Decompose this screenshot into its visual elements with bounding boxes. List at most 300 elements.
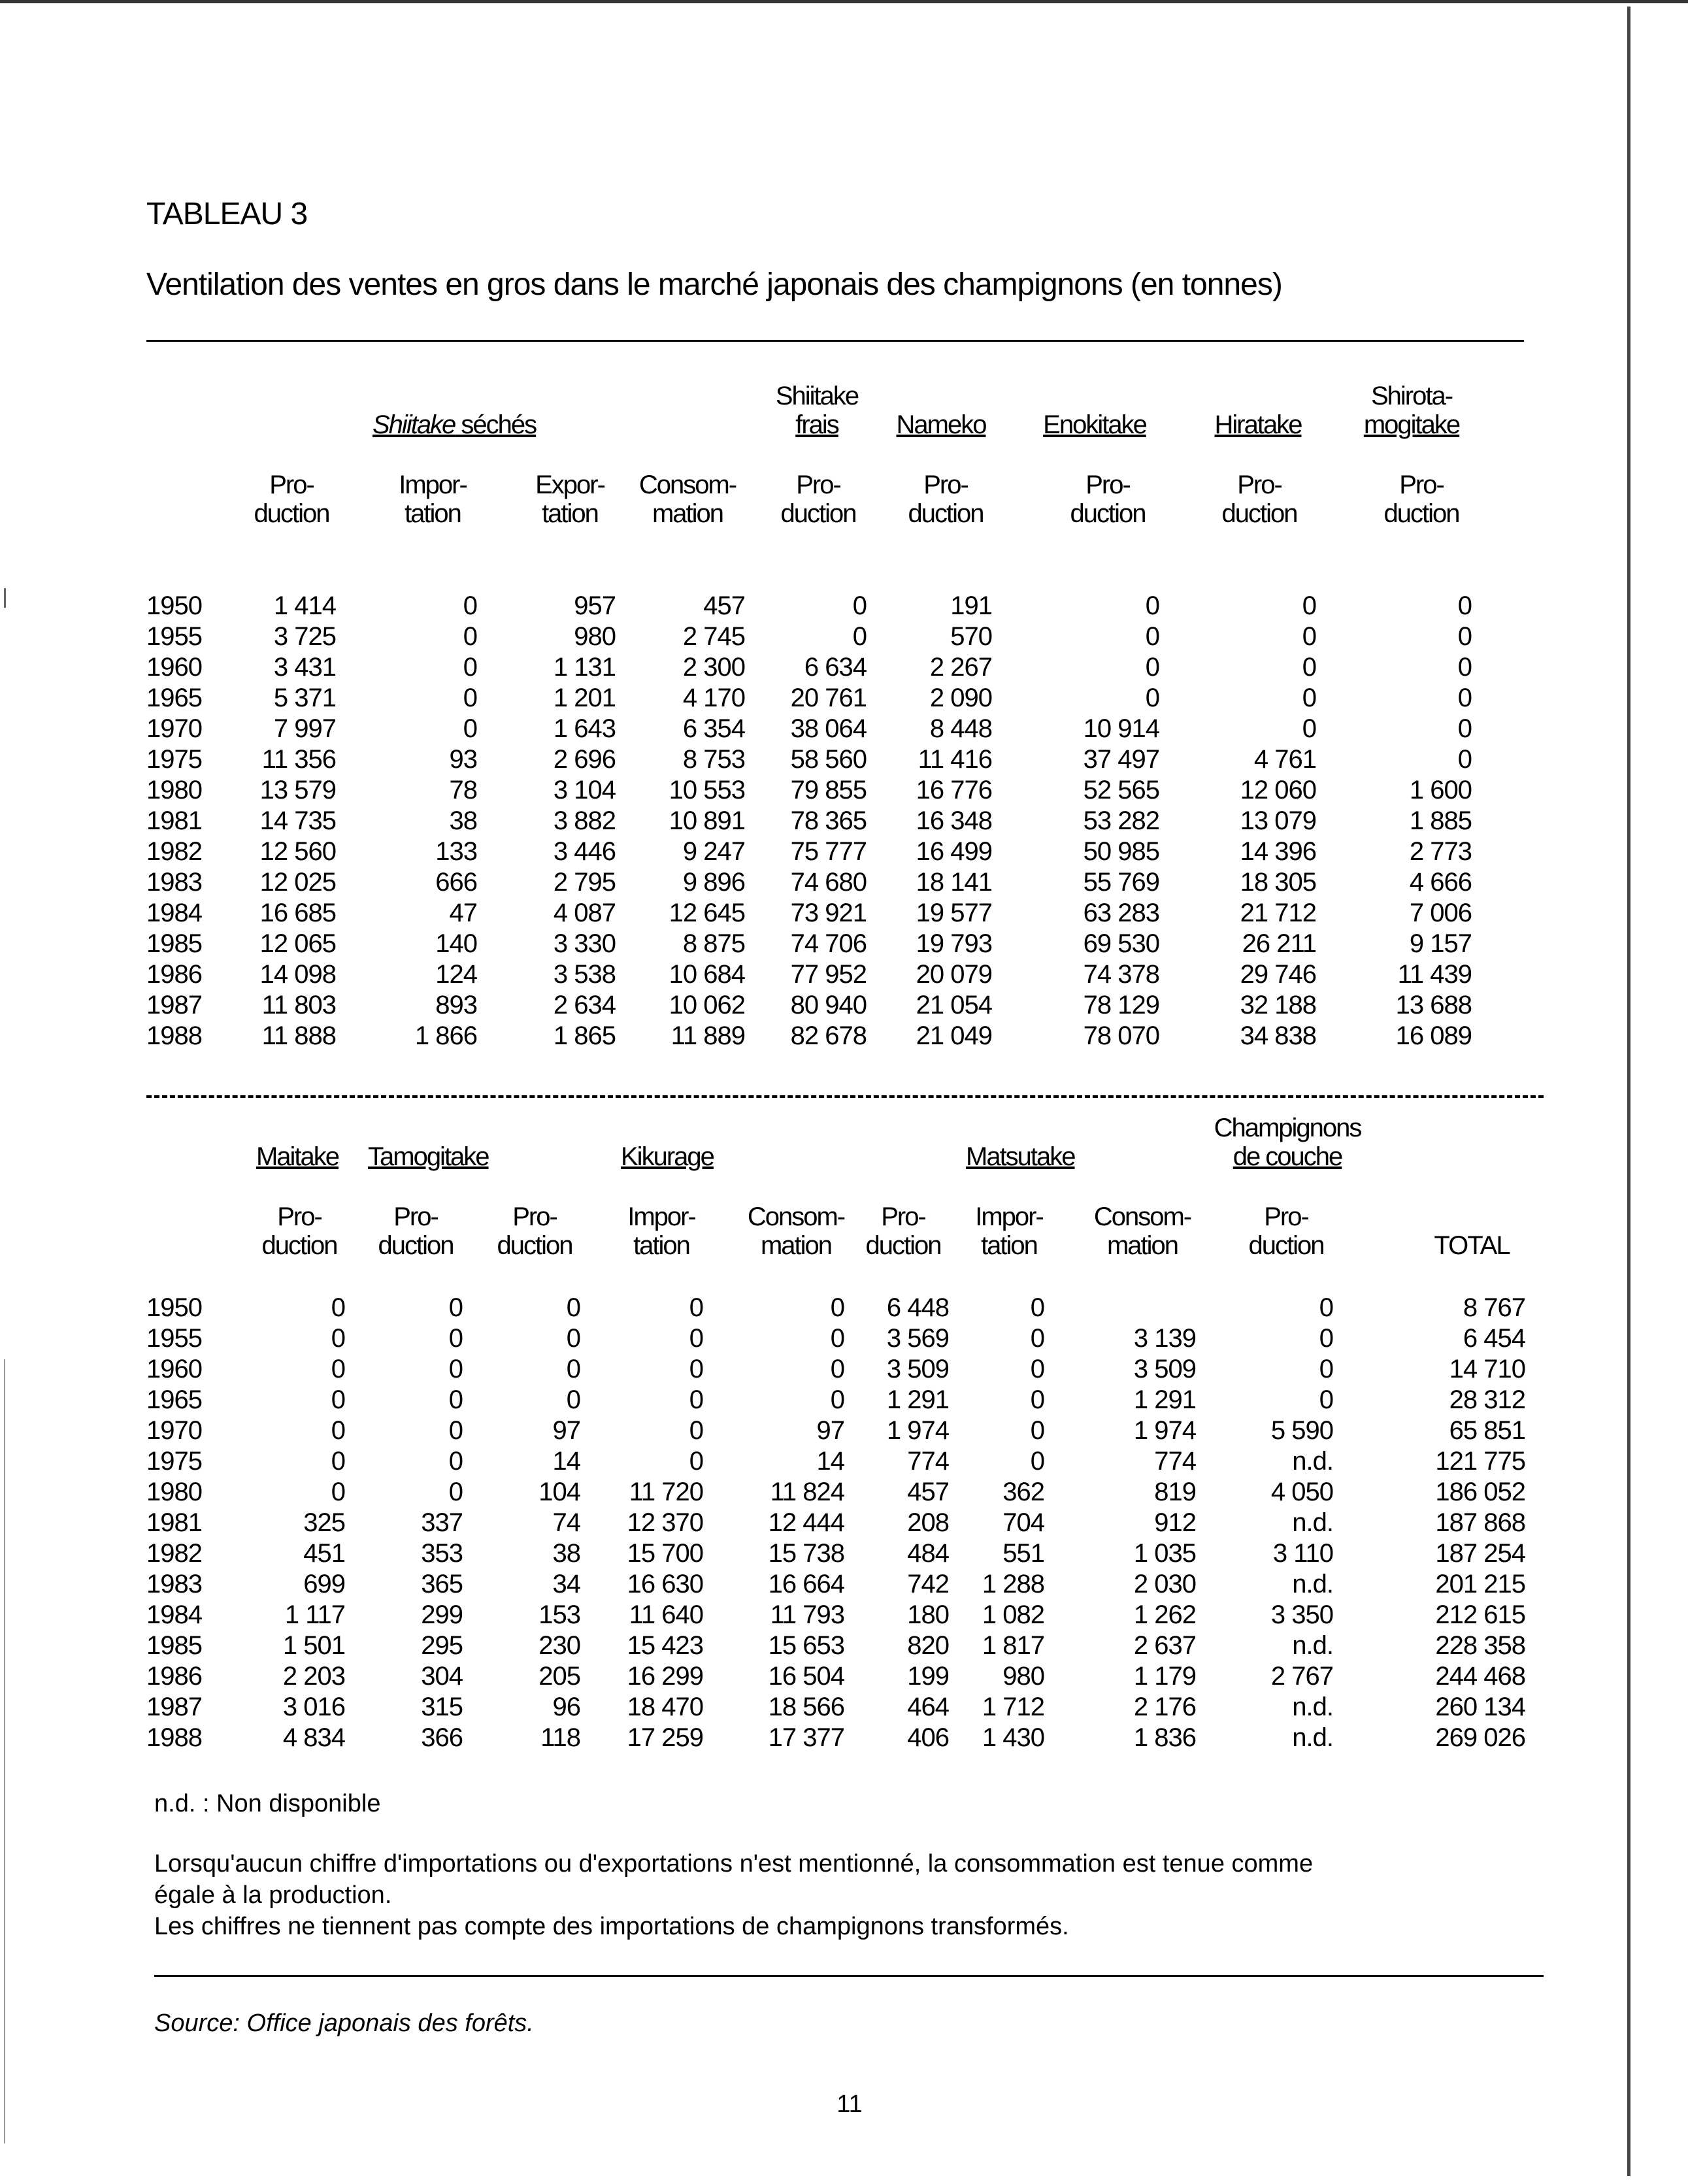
table-cell: 8 448 [929, 714, 992, 743]
bottom-rule [154, 1975, 1544, 1977]
table-cell: 337 [421, 1508, 463, 1537]
table-cell: 3 509 [1133, 1355, 1196, 1383]
table-cell: 893 [435, 991, 477, 1019]
table-cell: 0 [1030, 1355, 1044, 1383]
table-cell: 1 117 [284, 1600, 345, 1629]
table-cell: 0 [689, 1324, 703, 1353]
table-cell: 14 [552, 1447, 580, 1476]
year-cell: 1982 [146, 837, 202, 866]
table-cell: 0 [689, 1293, 703, 1322]
section-divider [146, 1095, 1544, 1098]
table-cell: 0 [1030, 1293, 1044, 1322]
table-cell: 0 [1457, 745, 1472, 774]
table-cell: 0 [1302, 591, 1316, 620]
data-column [1382, 1293, 1525, 1753]
table-cell: 29 746 [1240, 960, 1316, 989]
table-cell: 0 [448, 1385, 463, 1414]
year-cell: 1985 [146, 929, 202, 958]
table-cell: 74 [552, 1508, 580, 1537]
table-cell: 1 865 [553, 1021, 616, 1050]
year-cell: 1980 [146, 1478, 202, 1506]
table-cell: 32 188 [1240, 991, 1316, 1019]
year-cell: 1970 [146, 714, 202, 743]
table-cell: 21 054 [916, 991, 992, 1019]
table-cell: 1 291 [1133, 1385, 1196, 1414]
column-header [1181, 471, 1338, 528]
table-cell: 9 157 [1409, 929, 1472, 958]
column-header-line-1: Pro- [1264, 1202, 1308, 1231]
table-cell: 140 [435, 929, 477, 958]
table-cell: 0 [1457, 591, 1472, 620]
column-header-line-2: mation [760, 1231, 832, 1260]
group-shiitake-seches: Shiitake séchés [372, 410, 537, 439]
column-header-line-1: Consom- [1093, 1202, 1191, 1231]
table-cell: 0 [1030, 1324, 1044, 1353]
table-cell: n.d. [1292, 1508, 1333, 1537]
table-cell: 3 350 [1270, 1600, 1333, 1629]
table-cell: 3 110 [1272, 1539, 1333, 1568]
table-cell: 0 [448, 1324, 463, 1353]
table-cell: 12 065 [259, 929, 336, 958]
table-cell: 457 [907, 1478, 949, 1506]
table-cell: 5 590 [1270, 1416, 1333, 1445]
table-cell: 50 985 [1083, 837, 1159, 866]
table-cell: 58 560 [790, 745, 867, 774]
table-cell: 0 [463, 684, 477, 712]
table-cell: 19 793 [916, 929, 992, 958]
table-cell: 0 [331, 1385, 345, 1414]
column-header-line-2: duction [254, 499, 329, 528]
table-cell: 3 104 [553, 776, 616, 804]
table-cell: 4 666 [1409, 868, 1472, 897]
data-column [1189, 1293, 1333, 1753]
note-line-3: Les chiffres ne tiennent pas compte des importations de champignons transformés. [154, 1913, 1069, 1940]
table-cell: 78 365 [790, 806, 867, 835]
year-cell: 1950 [146, 591, 202, 620]
table-cell: 34 [552, 1570, 580, 1598]
table-cell: 2 203 [282, 1662, 345, 1691]
table-cell: 0 [1319, 1324, 1333, 1353]
column-header-line-2: tation [542, 499, 598, 528]
table-cell: 78 129 [1083, 991, 1159, 1019]
table-cell: 1 291 [886, 1385, 949, 1414]
column-header-line-2: duction [908, 499, 984, 528]
table-cell: 2 637 [1133, 1631, 1196, 1660]
group-enokitake: Enokitake [1043, 410, 1146, 439]
table-cell: 6 454 [1463, 1324, 1525, 1353]
year-cell: 1988 [146, 1021, 202, 1050]
year-cell: 1986 [146, 960, 202, 989]
table-cell: 4 834 [282, 1723, 345, 1752]
table-cell: 52 565 [1083, 776, 1159, 804]
note-line-2: égale à la production. [154, 1881, 392, 1909]
table-cell: 2 634 [553, 991, 616, 1019]
table-cell: 8 753 [682, 745, 745, 774]
table-cell: 65 851 [1449, 1416, 1525, 1445]
data-column [559, 1293, 703, 1753]
table-title: TABLEAU 3 [146, 197, 308, 231]
column-header [1029, 471, 1186, 528]
year-cell: 1970 [146, 1416, 202, 1445]
data-column [437, 1293, 580, 1753]
table-cell: 14 735 [259, 806, 336, 835]
table-cell: 93 [449, 745, 477, 774]
data-column [1328, 591, 1472, 1051]
table-cell: 0 [852, 591, 867, 620]
table-cell: 3 509 [886, 1355, 949, 1383]
column-header-line-1: Pro- [796, 471, 840, 499]
table-cell: 5 371 [273, 684, 336, 712]
table-cell: 17 259 [627, 1723, 703, 1752]
table-cell: 11 793 [770, 1600, 844, 1629]
table-cell: 11 888 [261, 1021, 336, 1050]
table-cell: 6 354 [682, 714, 745, 743]
table-cell: 187 868 [1435, 1508, 1525, 1537]
table-cell: 1 974 [886, 1416, 949, 1445]
table-cell: 1 288 [982, 1570, 1044, 1598]
table-cell: 0 [463, 622, 477, 651]
table-cell: n.d. [1292, 1723, 1333, 1752]
table-cell: 0 [830, 1385, 844, 1414]
table-cell: 774 [1154, 1447, 1196, 1476]
table-cell: 315 [421, 1693, 463, 1721]
table-cell: 11 356 [261, 745, 336, 774]
table-cell: 8 875 [682, 929, 745, 958]
column-header-line-1: Pro- [393, 1202, 438, 1231]
table-cell: 2 300 [682, 653, 745, 682]
table-cell: 0 [830, 1293, 844, 1322]
table-cell: 16 630 [627, 1570, 703, 1598]
table-cell: 704 [1002, 1508, 1044, 1537]
table-cell: 11 416 [918, 745, 992, 774]
table-cell: 699 [303, 1570, 345, 1598]
table-cell: 2 773 [1409, 837, 1472, 866]
table-cell: 78 070 [1083, 1021, 1159, 1050]
table-cell: 124 [435, 960, 477, 989]
column-header-line-1: Expor- [535, 471, 604, 499]
data-column [192, 591, 336, 1051]
table-cell: 0 [1145, 684, 1159, 712]
year-cell: 1955 [146, 622, 202, 651]
table-cell: 228 358 [1435, 1631, 1525, 1660]
table-cell: 16 504 [768, 1662, 844, 1691]
column-header [1400, 1202, 1544, 1260]
table-cell: 2 696 [553, 745, 616, 774]
table-cell: 186 052 [1435, 1478, 1525, 1506]
table-cell: 1 414 [273, 591, 336, 620]
table-cell: 0 [331, 1416, 345, 1445]
table-cell: 0 [448, 1447, 463, 1476]
table-cell: 0 [566, 1293, 580, 1322]
table-cell: 7 997 [273, 714, 336, 743]
table-cell: 1 600 [1409, 776, 1472, 804]
table-cell: 0 [1030, 1416, 1044, 1445]
table-cell: 484 [907, 1539, 949, 1568]
table-cell: 74 680 [790, 868, 867, 897]
table-cell: n.d. [1292, 1631, 1333, 1660]
table-cell: 10 062 [669, 991, 745, 1019]
table-cell: 96 [552, 1693, 580, 1721]
table-cell: 11 640 [629, 1600, 703, 1629]
table-cell: 570 [950, 622, 992, 651]
column-header-line-1: Pro- [1399, 471, 1444, 499]
table-cell: 16 299 [627, 1662, 703, 1691]
table-cell: 1 035 [1133, 1539, 1196, 1568]
table-cell: 3 431 [273, 653, 336, 682]
table-cell: 230 [538, 1631, 580, 1660]
table-cell: 14 098 [259, 960, 336, 989]
column-header-line-2: duction [865, 1231, 941, 1260]
table-cell: 1 817 [982, 1631, 1044, 1660]
table-cell: 82 678 [790, 1021, 867, 1050]
table-cell: 180 [907, 1600, 949, 1629]
table-cell: 11 439 [1397, 960, 1472, 989]
table-cell: 13 079 [1240, 806, 1316, 835]
table-cell: 75 777 [790, 837, 867, 866]
table-cell: 2 176 [1133, 1693, 1196, 1721]
note-line-1: Lorsqu'aucun chiffre d'importations ou d'exportations n'est mentionné, la consommation est tenue comme [154, 1850, 1314, 1878]
table-cell: 353 [421, 1539, 463, 1568]
year-cell: 1965 [146, 1385, 202, 1414]
column-header-line-1: Pro- [512, 1202, 557, 1231]
table-cell: 10 914 [1083, 714, 1159, 743]
group-shiitake-frais: Shiitake frais [775, 382, 859, 439]
column-header [589, 1202, 733, 1260]
table-cell: 6 448 [886, 1293, 949, 1322]
table-cell: 3 538 [553, 960, 616, 989]
table-cell: 16 685 [259, 899, 336, 927]
table-cell: 957 [574, 591, 616, 620]
table-cell: 366 [421, 1723, 463, 1752]
column-header-line-2: duction [1070, 499, 1146, 528]
year-cell: 1980 [146, 776, 202, 804]
table-cell: 11 824 [770, 1478, 844, 1506]
table-cell: 12 025 [259, 868, 336, 897]
table-cell: 0 [566, 1385, 580, 1414]
year-cell: 1950 [146, 1293, 202, 1322]
table-cell: 0 [1319, 1355, 1333, 1383]
table-cell: 14 710 [1449, 1355, 1525, 1383]
table-cell: 742 [907, 1570, 949, 1598]
table-cell: n.d. [1292, 1447, 1333, 1476]
table-cell: 2 090 [929, 684, 992, 712]
table-subtitle: Ventilation des ventes en gros dans le marché japonais des champignons (en tonnes) [146, 267, 1282, 302]
table-cell: 34 838 [1240, 1021, 1316, 1050]
table-cell: 16 664 [768, 1570, 844, 1598]
group-nameko: Nameko [896, 410, 986, 439]
table-cell: 121 775 [1435, 1447, 1525, 1476]
table-cell: 16 089 [1395, 1021, 1472, 1050]
column-header-line-2: tation [405, 499, 461, 528]
group-champignons-de-couche: Champignons de couche [1214, 1114, 1361, 1171]
table-cell: 0 [1457, 684, 1472, 712]
data-column [1172, 591, 1316, 1051]
table-cell: 12 444 [768, 1508, 844, 1537]
table-cell: 15 653 [768, 1631, 844, 1660]
table-cell: n.d. [1292, 1570, 1333, 1598]
table-cell: 1 430 [982, 1723, 1044, 1752]
table-cell: 0 [1457, 714, 1472, 743]
column-header-line-2: duction [261, 1231, 337, 1260]
table-cell: 0 [852, 622, 867, 651]
table-cell: 0 [689, 1447, 703, 1476]
table-cell: 14 [816, 1447, 844, 1476]
data-column [1016, 591, 1159, 1051]
table-cell: 74 378 [1083, 960, 1159, 989]
table-cell: 15 700 [627, 1539, 703, 1568]
scan-right-edge [1627, 7, 1630, 2176]
table-cell: 28 312 [1449, 1385, 1525, 1414]
table-cell: 26 211 [1242, 929, 1316, 958]
year-cell: 1982 [146, 1539, 202, 1568]
table-cell: 1 501 [282, 1631, 345, 1660]
year-cell: 1985 [146, 1631, 202, 1660]
table-cell: 69 530 [1083, 929, 1159, 958]
table-cell: 0 [1145, 622, 1159, 651]
column-header-line-2: mation [1106, 1231, 1178, 1260]
table-cell: 11 720 [629, 1478, 703, 1506]
table-cell: 21 712 [1240, 899, 1316, 927]
column-header-line-2: mation [652, 499, 723, 528]
table-cell: 38 [449, 806, 477, 835]
table-cell: 0 [1302, 714, 1316, 743]
table-cell: 0 [331, 1324, 345, 1353]
table-cell: 260 134 [1435, 1693, 1525, 1721]
column-header-line-2: tation [633, 1231, 689, 1260]
table-cell: 362 [1002, 1478, 1044, 1506]
data-column [723, 591, 867, 1051]
table-cell: 16 348 [916, 806, 992, 835]
table-cell: 16 776 [916, 776, 992, 804]
table-cell: 17 377 [768, 1723, 844, 1752]
scan-margin-mark [4, 588, 6, 608]
data-column [472, 591, 616, 1051]
year-cell: 1984 [146, 1600, 202, 1629]
column-header-line-2: duction [1221, 499, 1297, 528]
table-cell: 3 882 [553, 806, 616, 835]
table-cell: 79 855 [790, 776, 867, 804]
column-header-line-1: Pro- [881, 1202, 925, 1231]
column-header-line-2: duction [780, 499, 856, 528]
table-cell: 406 [907, 1723, 949, 1752]
table-cell: 912 [1154, 1508, 1196, 1537]
year-cell: 1960 [146, 653, 202, 682]
table-cell: 18 141 [916, 868, 992, 897]
table-cell: 9 896 [682, 868, 745, 897]
group-maitake: Maitake [256, 1142, 339, 1171]
table-cell: 0 [1145, 591, 1159, 620]
year-cell: 1955 [146, 1324, 202, 1353]
year-cell: 1981 [146, 806, 202, 835]
table-cell: 12 560 [259, 837, 336, 866]
table-cell: 0 [566, 1355, 580, 1383]
table-cell: 820 [907, 1631, 949, 1660]
table-cell: 1 179 [1133, 1662, 1196, 1691]
table-cell: 0 [1319, 1385, 1333, 1414]
table-cell: 269 026 [1435, 1723, 1525, 1752]
table-cell: 10 553 [669, 776, 745, 804]
table-cell: 191 [950, 591, 992, 620]
table-cell: 14 396 [1240, 837, 1316, 866]
table-cell: 0 [448, 1478, 463, 1506]
table-cell: 3 569 [886, 1324, 949, 1353]
table-cell: 551 [1002, 1539, 1044, 1568]
table-cell: 299 [421, 1600, 463, 1629]
group-tamogitake: Tamogitake [368, 1142, 489, 1171]
column-header [463, 1202, 606, 1260]
table-cell: 4 170 [682, 684, 745, 712]
year-cell: 1987 [146, 1693, 202, 1721]
table-cell: 18 305 [1240, 868, 1316, 897]
column-header [213, 471, 370, 528]
year-column [146, 1293, 202, 1753]
year-cell: 1987 [146, 991, 202, 1019]
table-cell: 10 891 [669, 806, 745, 835]
column-header-line-1: Impor- [627, 1202, 695, 1231]
table-cell: 55 769 [1083, 868, 1159, 897]
column-header [1343, 471, 1500, 528]
table-cell: 0 [689, 1416, 703, 1445]
table-cell: 15 423 [627, 1631, 703, 1660]
table-cell: 53 282 [1083, 806, 1159, 835]
table-cell: 208 [907, 1508, 949, 1537]
table-cell: 20 761 [790, 684, 867, 712]
column-header [1070, 1202, 1214, 1260]
column-header-line-1: Consom- [747, 1202, 845, 1231]
table-cell: 38 064 [790, 714, 867, 743]
column-header-line-2: duction [497, 1231, 572, 1260]
table-cell: 3 330 [553, 929, 616, 958]
table-cell: 16 499 [916, 837, 992, 866]
table-cell: n.d. [1292, 1693, 1333, 1721]
table-cell: 13 579 [259, 776, 336, 804]
table-cell: 666 [435, 868, 477, 897]
table-cell: 3 139 [1133, 1324, 1196, 1353]
table-cell: 6 634 [804, 653, 867, 682]
table-cell: 2 030 [1133, 1570, 1196, 1598]
source-note: Source: Office japonais des forêts. [154, 2010, 534, 2037]
table-cell: 37 497 [1083, 745, 1159, 774]
data-column [901, 1293, 1044, 1753]
table-cell: 0 [448, 1416, 463, 1445]
table-cell: 2 795 [553, 868, 616, 897]
column-header-line-1: Pro- [269, 471, 314, 499]
column-header-line-2: tation [981, 1231, 1037, 1260]
table-cell: 18 470 [627, 1693, 703, 1721]
table-cell: 0 [331, 1293, 345, 1322]
table-cell: 4 761 [1253, 745, 1316, 774]
table-cell: 1 643 [553, 714, 616, 743]
table-cell: 133 [435, 837, 477, 866]
table-cell: 201 215 [1435, 1570, 1525, 1598]
table-cell: 11 889 [670, 1021, 745, 1050]
table-cell: 1 131 [553, 653, 616, 682]
table-cell: 63 283 [1083, 899, 1159, 927]
table-cell: 199 [907, 1662, 949, 1691]
data-column [848, 591, 992, 1051]
group-hiratake: Hiratake [1214, 410, 1302, 439]
scan-top-edge [0, 0, 1688, 3]
table-cell: 980 [574, 622, 616, 651]
year-cell: 1960 [146, 1355, 202, 1383]
table-cell: 187 254 [1435, 1539, 1525, 1568]
table-cell: 18 566 [768, 1693, 844, 1721]
year-cell: 1983 [146, 1570, 202, 1598]
table-cell: 4 050 [1270, 1478, 1333, 1506]
table-cell: 73 921 [790, 899, 867, 927]
table-cell: 118 [540, 1723, 580, 1752]
column-header-line-1: Pro- [1085, 471, 1130, 499]
